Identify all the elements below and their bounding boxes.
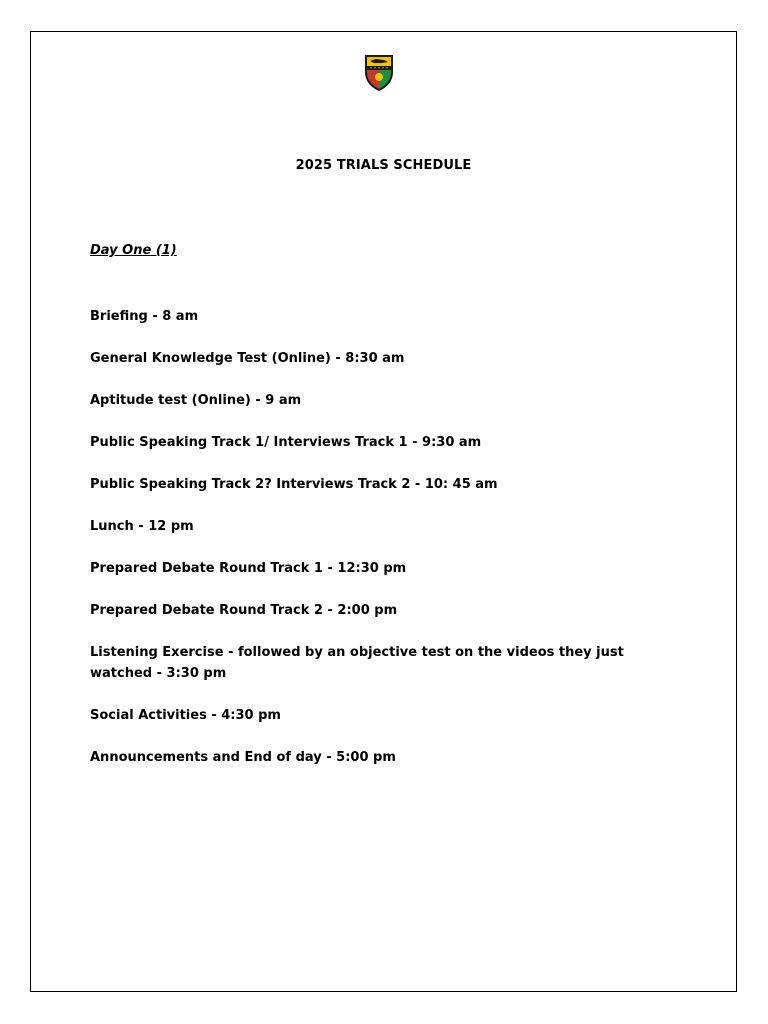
document-title: 2025 TRIALS SCHEDULE (295, 158, 472, 173)
schedule-item: Aptitude test (Online) - 9 am (90, 393, 302, 408)
document-page (30, 31, 737, 992)
schedule-item: Prepared Debate Round Track 1 - 12:30 pm (90, 561, 407, 576)
schedule-item: Public Speaking Track 1/ Interviews Track 1 - 9:30 am (90, 435, 482, 450)
schedule-item: Prepared Debate Round Track 2 - 2:00 pm (90, 603, 398, 618)
day-heading: Day One (1) (90, 243, 177, 258)
shield-crest-icon (362, 52, 396, 92)
schedule-item: General Knowledge Test (Online) - 8:30 am (90, 351, 405, 366)
schedule-list (90, 306, 670, 789)
schedule-item: Announcements and End of day - 5:00 pm (90, 750, 396, 765)
schedule-item: Briefing - 8 am (90, 309, 199, 324)
schedule-item: Lunch - 12 pm (90, 519, 194, 534)
schedule-item: Listening Exercise - followed by an objective test on the videos they just watched - 3:30 pm (90, 645, 624, 681)
schedule-item: Social Activities - 4:30 pm (90, 708, 281, 723)
schedule-item: Public Speaking Track 2? Interviews Track 2 - 10: 45 am (90, 477, 498, 492)
